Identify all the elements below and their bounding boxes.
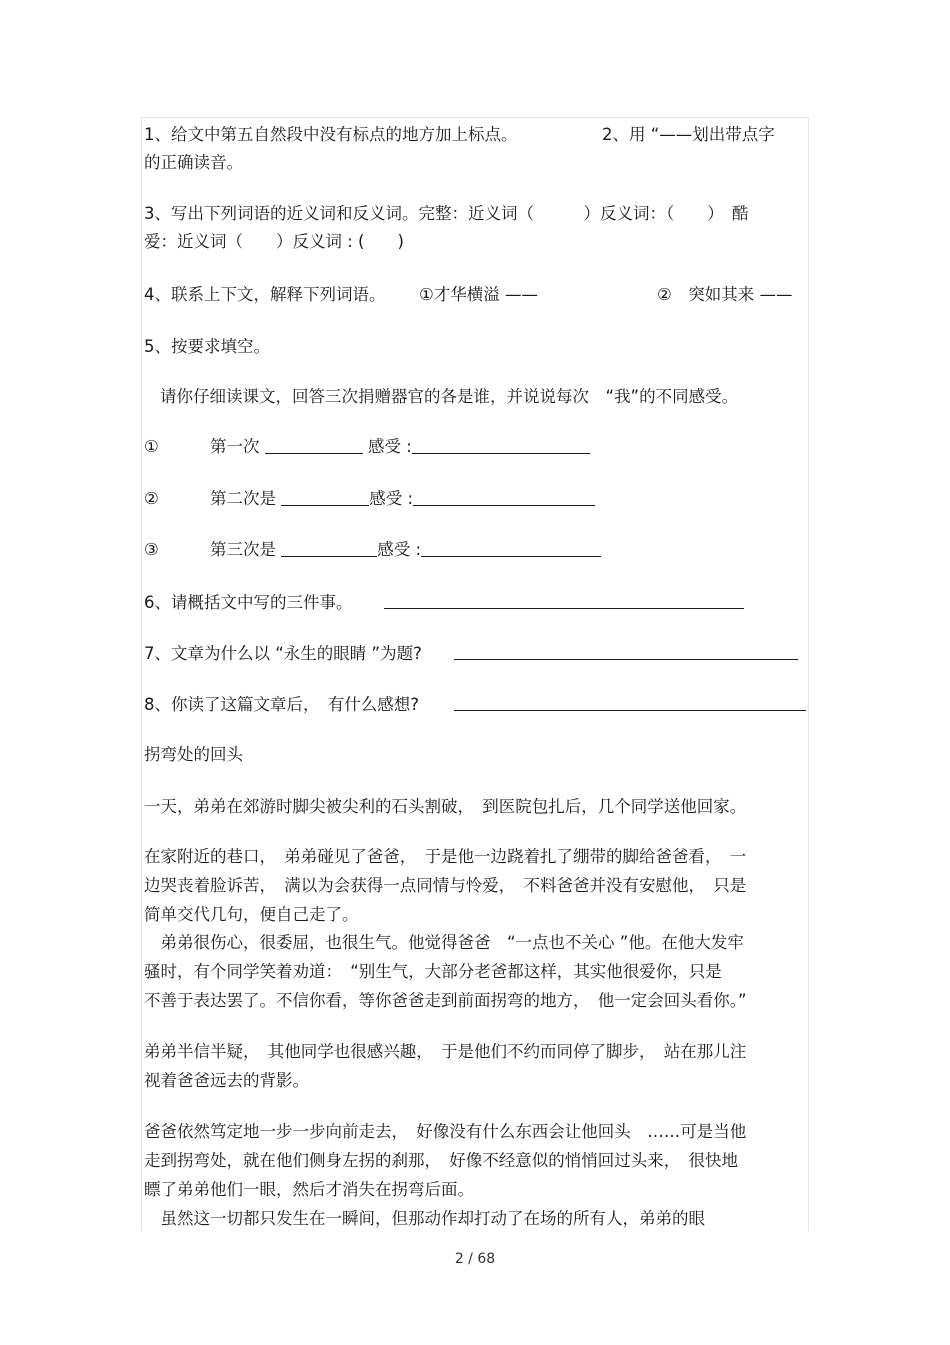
story-p3-line2: 骚时，有个同学笑着劝道： “别生气，大部分老爸都这样，其实他很爱你，只是 [144, 962, 722, 981]
question-2-cont: 的正确读音。 [144, 153, 243, 172]
story-p3-line1: 弟弟很伤心，很委屈，也很生气。他觉得爸爸 “一点也不关心 ”他。在他大发牢 [144, 933, 744, 952]
question-7 [144, 643, 422, 665]
question-7-text: 7、文章为什么以 “永生的眼睛 ”为题? [144, 644, 422, 663]
row-1-feeling-label: 感受 : [368, 437, 412, 456]
story-p6-line1: 虽然这一切都只发生在一瞬间，但那动作却打动了在场的所有人，弟弟的眼 [144, 1209, 705, 1228]
row-3-number: ③ [144, 540, 159, 559]
row-2-label: 第二次是 [210, 489, 276, 508]
row-1-number: ① [144, 437, 159, 456]
row-3-label: 第三次是 [210, 540, 276, 559]
story-p3-line3: 不善于表达罢了。不信你看，等你爸爸走到前面拐弯的地方， 他一定会回头看你。” [144, 991, 747, 1010]
story-p2-line1: 在家附近的巷口， 弟弟碰见了爸爸， 于是他一边跷着扎了绷带的脚给爸爸看， 一 [144, 847, 747, 866]
question-1-text: 1、给文中第五自然段中没有标点的地方加上标点。 [144, 125, 518, 144]
fill-row-1 [144, 436, 590, 458]
row-3-answer-blank[interactable] [281, 540, 377, 557]
story-p2-line2: 边哭丧着脸诉苦， 满以为会获得一点同情与怜爱， 不料爸爸并没有安慰他， 只是 [144, 876, 747, 895]
row-2-feeling-blank[interactable] [413, 489, 595, 506]
row-3-feeling-label: 感受 : [377, 540, 422, 559]
row-2-number: ② [144, 489, 159, 508]
question-6-text: 6、请概括文中写的三件事。 [144, 593, 353, 612]
question-2-text: 2、用 “——划出带点字 [602, 125, 775, 144]
story-p4-line2: 视着爸爸远去的背影。 [144, 1071, 309, 1090]
question-3-line1: 3、写出下列词语的近义词和反义词。完整：近义词（ ）反义词：（ ） 酷 [144, 204, 749, 223]
question-4-term-2: ② 突如其来 —— [657, 285, 793, 304]
fill-row-3 [144, 539, 601, 561]
question-5-prompt: 请你仔细读课文，回答三次捐赠器官的各是谁，并说说每次 “我”的不同感受。 [160, 387, 739, 406]
question-8-text: 8、你读了这篇文章后， 有什么感想? [144, 695, 420, 714]
row-1-label: 第一次 [210, 437, 260, 456]
question-7-blank[interactable] [454, 643, 798, 660]
question-4-term-1: ①才华横溢 —— [419, 285, 539, 304]
story-p5-line3: 瞟了弟弟他们一眼，然后才消失在拐弯后面。 [144, 1180, 474, 1199]
story-p5-line1: 爸爸依然笃定地一步一步向前走去， 好像没有什么东西会让他回头 ……可是当他 [144, 1122, 747, 1141]
question-4 [144, 284, 793, 306]
story-title: 拐弯处的回头 [144, 745, 243, 764]
row-3-feeling-blank[interactable] [421, 540, 601, 557]
story-p2-line3: 简单交代几句，便自己走了。 [144, 905, 359, 924]
fill-row-2 [144, 488, 595, 510]
question-4-text: 4、联系上下文，解释下列词语。 [144, 285, 386, 304]
question-6-blank[interactable] [384, 592, 744, 609]
page-number: 2 / 68 [454, 1251, 496, 1267]
question-1 [144, 124, 775, 146]
row-2-answer-blank[interactable] [281, 489, 369, 506]
question-5-title: 5、按要求填空。 [144, 337, 270, 356]
story-paragraph-1: 一天，弟弟在郊游时脚尖被尖利的石头割破， 到医院包扎后，几个同学送他回家。 [144, 797, 747, 816]
row-2-feeling-label: 感受 : [369, 489, 414, 508]
question-6 [144, 592, 353, 614]
story-p5-line2: 走到拐弯处，就在他们侧身左拐的刹那， 好像不经意似的悄悄回过头来， 很快地 [144, 1151, 738, 1170]
row-1-feeling-blank[interactable] [412, 437, 590, 454]
story-p4-line1: 弟弟半信半疑， 其他同学也很感兴趣， 于是他们不约而同停了脚步， 站在那儿注 [144, 1042, 747, 1061]
question-8 [144, 694, 419, 716]
question-3-line2: 爱：近义词（ ）反义词 : ( ) [144, 232, 404, 251]
question-8-blank[interactable] [454, 694, 806, 711]
row-1-answer-blank[interactable] [265, 437, 363, 454]
